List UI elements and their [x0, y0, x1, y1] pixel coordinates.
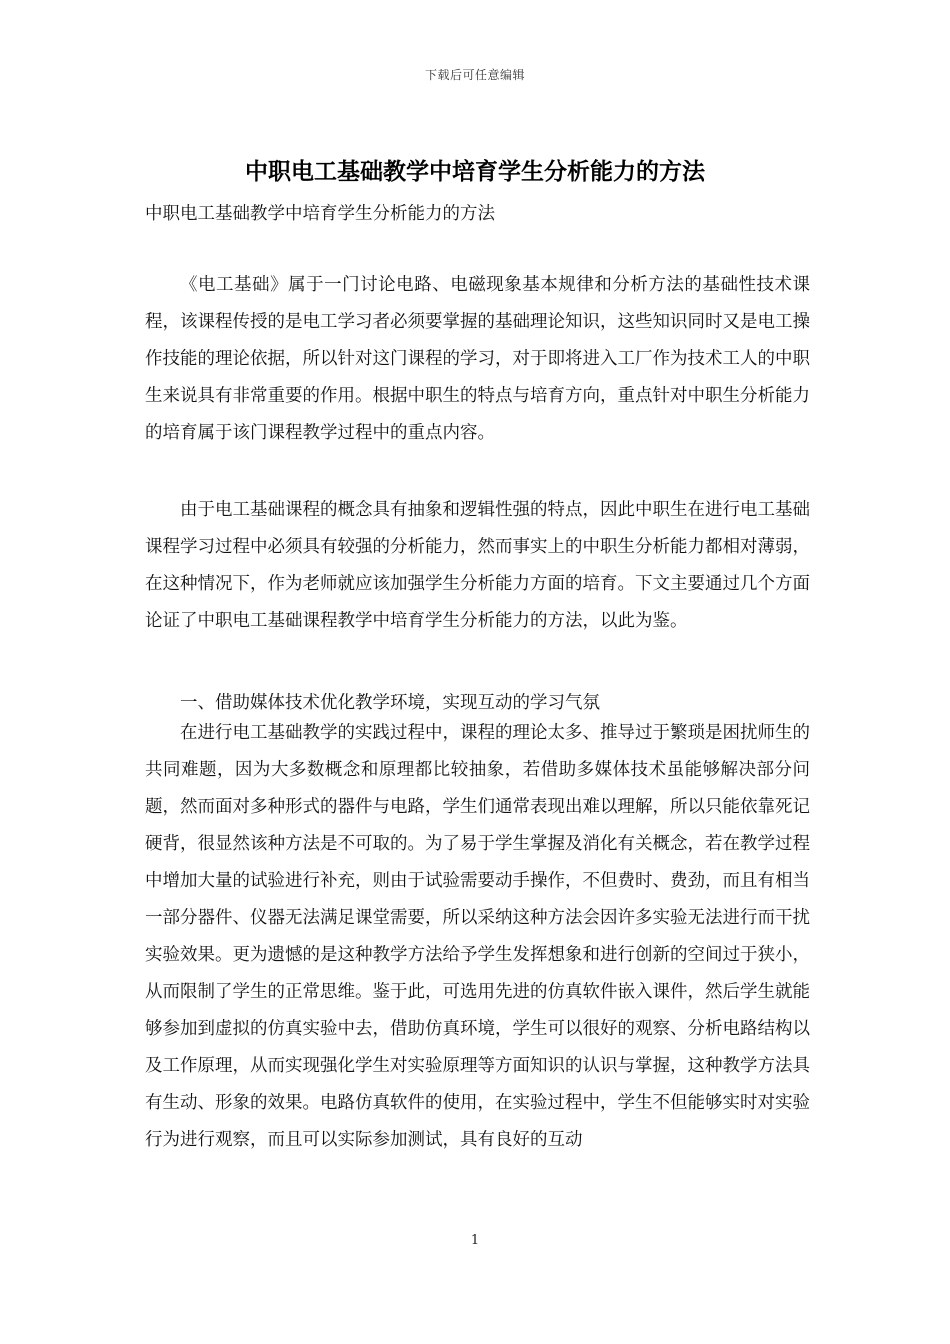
page-header: 下载后可任意编辑 [424, 68, 525, 82]
body-paragraph: 《电工基础》属于一门讨论电路、电磁现象基本规律和分析方法的基础性技术课程，该课程传授的是电工学习者必须要掌握的基础理论知识，这些知识同时又是电工操作技能的理论依据，所以针对这门课程的学习，对于即将进入工厂作为技术工人的中职生来说具有非常重要的作用。根据中职生的特点与培育方向，重点针对中职生分析能力的培育属于该门课程教学过程中的重点内容。 [145, 275, 810, 443]
body-paragraph: 由于电工基础课程的概念具有抽象和逻辑性强的特点，因此中职生在进行电工基础课程学习过程中必须具有较强的分析能力，然而事实上的中职生分析能力都相对薄弱，在这种情况下，作为老师就应该加强学生分析能力方面的培育。下文主要通过几个方面论证了中职电工基础课程教学中培育学生分析能力的方法，以此为鉴。 [145, 500, 810, 631]
section-paragraph: 在进行电工基础教学的实践过程中，课程的理论太多、推导过于繁琐是困扰师生的共同难题，因为大多数概念和原理都比较抽象，若借助多媒体技术虽能够解决部分问题，然而面对多种形式的器件与电路，学生们通常表现出难以理解，所以只能依靠死记硬背，很显然该种方法是不可取的。为了易于学生掌握及消化有关概念，若在教学过程中增加大量的试验进行补充，则由于试验需要动手操作，不但费时、费劲，而且有相当一部分器件、仪器无法满足课堂需要，所以采纳这种方法会因许多实验无法进行而干扰实验效果。更为遗憾的是这种教学方法给予学生发挥想象和进行创新的空间过于狭小，从而限制了学生的正常思维。鉴于此，可选用先进的仿真软件嵌入课件，然后学生就能够参加到虚拟的仿真实验中去，借助仿真环境，学生可以很好的观察、分析电路结构以及工作原理，从而实现强化学生对实验原理等方面知识的认识与掌握，这种教学方法具有生动、形象的效果。电路仿真软件的使用，在实验过程中，学生不但能够实时对实验行为进行观察，而且可以实际参加测试，具有良好的互动 [145, 723, 810, 1150]
section-heading: 一、借助媒体技术优化教学环境，实现互动的学习气氛 [180, 693, 600, 713]
document-title: 中职电工基础教学中培育学生分析能力的方法 [245, 158, 705, 185]
document-subtitle: 中职电工基础教学中培育学生分析能力的方法 [145, 204, 495, 224]
page-number: 1 [470, 1233, 480, 1248]
